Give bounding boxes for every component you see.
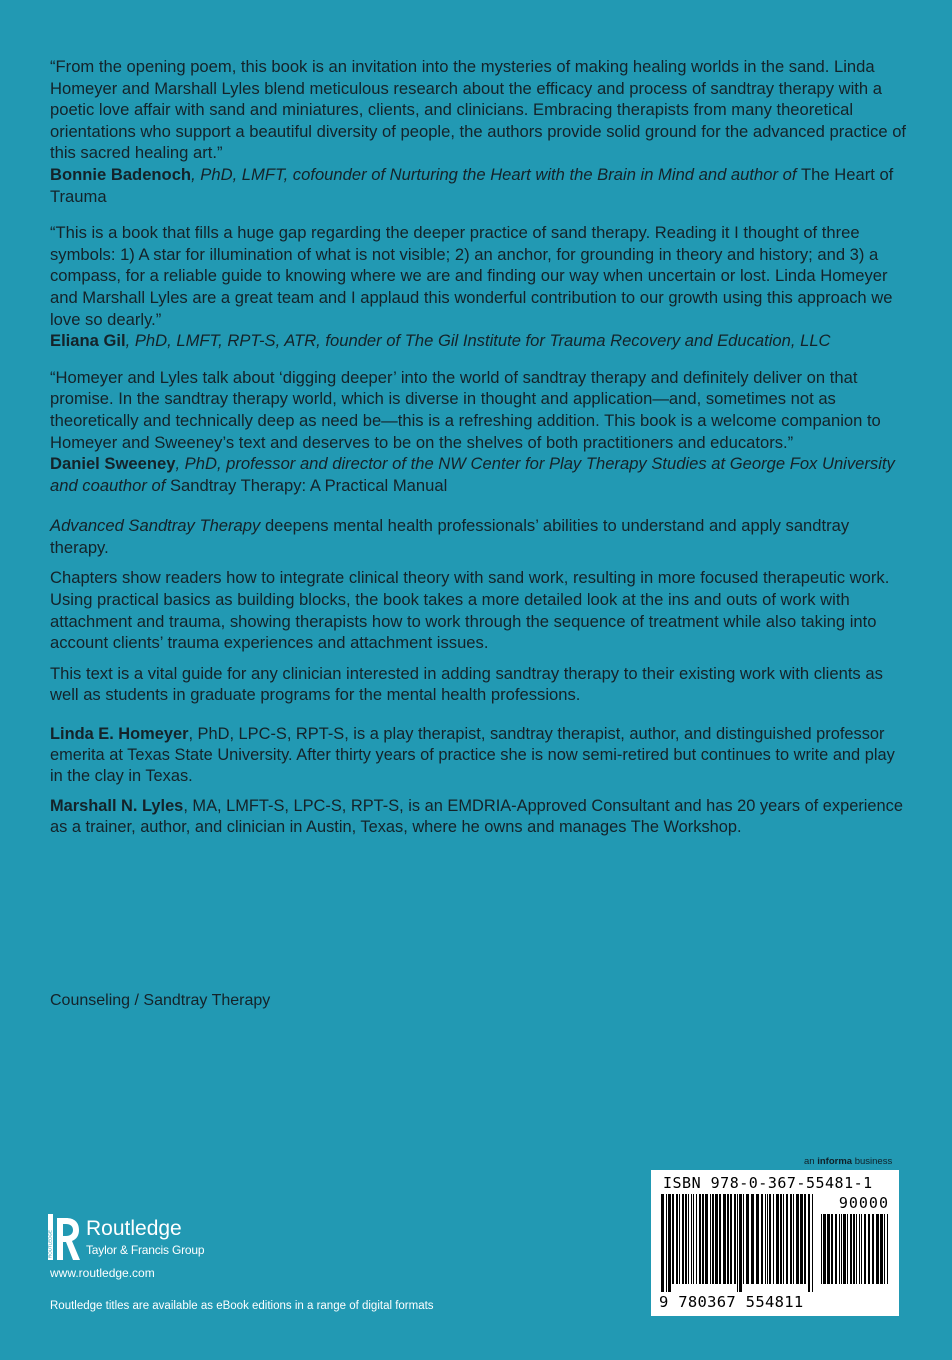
barcode-bar [765, 1194, 766, 1284]
barcode-bar [688, 1194, 689, 1284]
barcode-bar [796, 1194, 799, 1284]
barcode-bar [821, 1214, 822, 1284]
barcode-bar [776, 1194, 779, 1284]
quote-text: “This is a book that fills a huge gap regarding the deeper practice of sand therapy. Reading it I thought of three symbols: 1) A star for illumination of what is not visible; 2) an anchor, for grounding in theory and history; and 3) a compass, for a reliable guide to knowing where we are and finding our way when uncertain or lost. Linda Homeyer and Marshall Lyles are a great team and I applaud this wonderful contribution to our growth using this approach we love so dearly.” [50, 223, 893, 329]
publisher-name: Routledge [86, 1217, 182, 1240]
barcode-bar [756, 1194, 759, 1284]
author-name: Linda E. Homeyer [50, 725, 189, 744]
barcode-bar [699, 1194, 701, 1284]
barcode-bar [856, 1214, 857, 1284]
barcode-bar [823, 1214, 826, 1284]
ean-number: 9 780367 554811 [659, 1293, 804, 1311]
barcode-bar [668, 1194, 671, 1292]
barcode-bar [661, 1194, 664, 1292]
barcode-bar [743, 1194, 744, 1284]
isbn-barcode [651, 1170, 899, 1316]
barcode-bar [672, 1194, 674, 1284]
barcode-bar [780, 1194, 782, 1284]
ean-barcode-bars [661, 1194, 813, 1292]
barcode-bar [868, 1214, 870, 1284]
barcode-bar [730, 1194, 732, 1284]
ebook-note: Routledge titles are available as eBook editions in a range of digital formats [50, 1300, 434, 1312]
endorsement-quote [50, 222, 910, 352]
endorsement-quote [50, 367, 910, 497]
barcode-bar [739, 1194, 742, 1292]
barcode-bar [761, 1194, 763, 1284]
back-cover-text [50, 56, 910, 846]
description-paragraph: This text is a vital guide for any clinician interested in adding sandtray therapy to their existing work with clients as well as students in graduate programs for the mental health professions. [50, 663, 883, 705]
barcode-bar [685, 1194, 687, 1284]
barcode-bar [693, 1194, 694, 1284]
barcode-bar [746, 1194, 749, 1284]
barcode-bar [751, 1194, 754, 1284]
barcode-bar [783, 1194, 784, 1284]
endorser-name: Bonnie Badenoch [50, 164, 192, 184]
endorsement-quote [50, 56, 910, 207]
endorser-name: Daniel Sweeney [50, 454, 176, 474]
author-bio: Linda E. Homeyer, PhD, LPC-S, RPT-S, is a play therapist, sandtray therapist, author, and distinguished professor emerita at Texas State University. After thirty years of practice she is now semi-retired but continues to write and play in the clay in Texas. [50, 725, 895, 786]
barcode-bar [786, 1194, 788, 1284]
barcode-bar [696, 1194, 697, 1284]
barcode-bar [790, 1194, 792, 1284]
quote-attribution [50, 453, 910, 496]
isbn-number: ISBN 978-0-367-55481-1 [663, 1174, 873, 1192]
barcode-bar [723, 1194, 726, 1284]
barcode-bar [887, 1214, 888, 1284]
barcode-bar [666, 1194, 667, 1292]
barcode-bar [767, 1194, 768, 1284]
barcode-bar [800, 1194, 803, 1284]
logo-side-text: ROUTLEDGE [48, 1229, 53, 1258]
barcode-bar [715, 1194, 718, 1284]
barcode-bar [835, 1214, 837, 1284]
barcode-bar [691, 1194, 692, 1284]
publisher-group: Taylor & Francis Group [86, 1243, 205, 1257]
barcode-bar [812, 1194, 813, 1292]
barcode-bar [705, 1194, 708, 1284]
barcode-bar [861, 1214, 862, 1284]
barcode-bar [831, 1214, 833, 1284]
barcode-bar [841, 1214, 842, 1284]
barcode-bar [864, 1214, 866, 1284]
barcode-bar [679, 1194, 680, 1284]
barcode-bar [872, 1214, 874, 1284]
quote-attribution [50, 164, 910, 207]
barcode-bar [880, 1214, 883, 1284]
book-title: Advanced Sandtray Therapy [50, 516, 261, 536]
barcode-bar [884, 1214, 885, 1284]
publisher-website[interactable]: www.routledge.com [50, 1266, 155, 1280]
barcode-bar [847, 1214, 848, 1284]
barcode-bar [727, 1194, 729, 1284]
barcode-bar [710, 1194, 711, 1284]
informa-tagline: an informa business [804, 1156, 893, 1167]
barcode-bar [737, 1194, 738, 1292]
endorser-credentials: , PhD, LMFT, cofounder of Nurturing the Heart with the Brain in Mind and author of [191, 164, 802, 184]
barcode-bar [676, 1194, 678, 1284]
quote-text: “Homeyer and Lyles talk about ‘digging deeper’ into the world of sandtray therapy and definitely deliver on that promise. In the sandtray therapy world, which is diverse in thought and application—and, sometimes not as theoretically and technically deep as need be—this is a refreshing addition. This book is a welcome companion to Homeyer and Sweeney’s text and deserves to be on the shelves of both practitioners and educators.” [50, 367, 881, 452]
barcode-bar [712, 1194, 714, 1284]
author-bio: Marshall N. Lyles, MA, LMFT-S, LPC-S, RPT-S, is an EMDRIA-Approved Consultant and has 20 years of experience as a trainer, author, and clinician in Austin, Texas, where he owns and manages The Workshop. [50, 796, 903, 836]
subject-category: Counseling / Sandtray Therapy [50, 992, 271, 1009]
price-code: 90000 [838, 1194, 889, 1212]
endorser-work: The Heart of Trauma [50, 164, 894, 206]
barcode-bar [850, 1214, 852, 1284]
barcode-bar [769, 1194, 771, 1284]
description-paragraph: Chapters show readers how to integrate clinical theory with sand work, resulting in more focused therapeutic work. Using practical basics as building blocks, the book takes a more detailed look at the ins and outs of work with attachment and trauma, showing therapists how to work through the sequence of treatment while also taking into account clients’ trauma experiences and attachment issues. [50, 568, 890, 653]
barcode-bar [876, 1214, 879, 1284]
endorser-credentials: , PhD, professor and director of the NW Center for Play Therapy Studies at George Fox University and coauthor of [50, 454, 895, 495]
barcode-bar [719, 1194, 721, 1284]
barcode-bar [804, 1194, 806, 1284]
quote-attribution [50, 330, 910, 352]
barcode-bar [853, 1214, 855, 1284]
barcode-bar [859, 1214, 860, 1284]
description-intro: Advanced Sandtray Therapy deepens mental health professionals’ abilities to understand and apply sandtray therapy. [50, 516, 850, 557]
addon-barcode-bars [821, 1214, 889, 1292]
barcode-bar [773, 1194, 774, 1284]
author-name: Marshall N. Lyles [50, 796, 184, 815]
endorser-name: Eliana Gil [50, 331, 126, 351]
barcode-bar [808, 1194, 810, 1292]
barcode-bar [843, 1214, 846, 1284]
routledge-logo-icon [48, 1214, 80, 1262]
endorser-work: Sandtray Therapy: A Practical Manual [169, 475, 448, 495]
barcode-bar [702, 1194, 704, 1284]
endorser-credentials: , PhD, LMFT, RPT-S, ATR, founder of The Gil Institute for Trauma Recovery and Education, LLC [125, 331, 831, 351]
barcode-bar [839, 1214, 840, 1284]
barcode-bar [827, 1214, 830, 1284]
barcode-bar [793, 1194, 794, 1284]
barcode-bar [682, 1194, 684, 1284]
barcode-bar [734, 1194, 736, 1284]
quote-text: “From the opening poem, this book is an invitation into the mysteries of making healing worlds in the sand. Linda Homeyer and Marshall Lyles blend meticulous research about the efficacy and process of sandtray therapy with a poetic love affair with sand and miniatures, clients, and clinicians. Embracing therapists from many theoretical orientations who support a beautiful diversity of people, the authors provide solid ground for the advanced practice of this sacred healing art.” [50, 57, 907, 163]
